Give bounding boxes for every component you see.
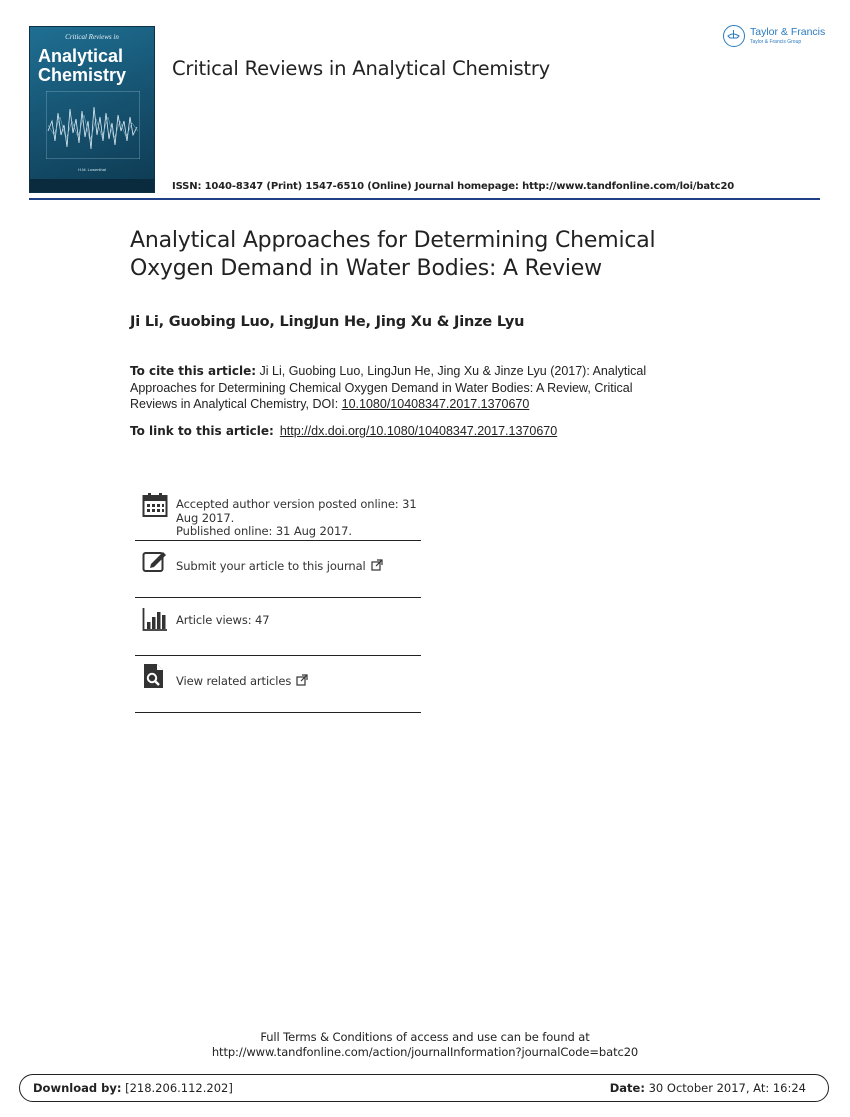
- journal-cover-image: [29, 26, 155, 193]
- citation-doi-link[interactable]: 10.1080/10408347.2017.1370670: [341, 397, 530, 411]
- edit-icon: [142, 548, 168, 574]
- submit-article-row[interactable]: [135, 545, 421, 599]
- related-articles-row[interactable]: [135, 660, 421, 716]
- bar-chart-icon: [142, 606, 168, 632]
- publisher-name: Taylor & Francis: [750, 26, 826, 38]
- article-title: [130, 227, 770, 283]
- publisher-logo[interactable]: [723, 25, 828, 51]
- external-link-icon: [296, 674, 308, 686]
- article-views-text: Article views: 47: [176, 613, 270, 627]
- download-by-label: Download by:: [33, 1081, 122, 1095]
- cover-top-text: Critical Reviews in: [65, 33, 119, 41]
- download-by: [33, 1081, 233, 1095]
- external-link-icon: [371, 559, 383, 571]
- terms-notice: [0, 1030, 850, 1060]
- submit-article-label: Submit your article to this journal: [176, 559, 366, 573]
- accepted-date-line2: Aug 2017.: [176, 510, 235, 525]
- row-divider: [135, 655, 421, 656]
- article-link-url[interactable]: http://dx.doi.org/10.1080/10408347.2017.1370670: [279, 424, 558, 438]
- issn-homepage-line[interactable]: ISSN: 1040-8347 (Print) 1547-6510 (Online) Journal homepage: http://www.tandfonline.com/loi/batc20: [172, 181, 735, 192]
- calendar-icon: [142, 492, 168, 518]
- document-search-icon: [142, 663, 168, 689]
- cover-spectrum-graphic: [46, 91, 140, 159]
- submit-article-link[interactable]: [176, 559, 383, 574]
- article-link-label: To link to this article:: [130, 424, 274, 438]
- citation-line2: Approaches for Determining Chemical Oxygen Demand in Water Bodies: A Review, Critical: [130, 380, 633, 395]
- header-divider: [29, 198, 820, 200]
- cover-footer-strip: [30, 179, 154, 192]
- citation-label: To cite this article:: [130, 364, 257, 378]
- publisher-logo-icon: [723, 25, 745, 47]
- row-divider: [135, 540, 421, 541]
- citation-line1: Ji Li, Guobing Luo, LingJun He, Jing Xu & Jinze Lyu (2017): Analytical: [256, 364, 647, 378]
- article-link-block: [130, 424, 557, 438]
- download-date-label: Date:: [609, 1081, 645, 1095]
- publisher-group: Taylor & Francis Group: [750, 39, 802, 45]
- article-title-line1: Analytical Approaches for Determining Chemical: [130, 228, 656, 253]
- accepted-date-line1: Accepted author version posted online: 31: [176, 497, 417, 511]
- citation-block: [130, 363, 730, 413]
- article-views-row: [135, 600, 421, 658]
- published-date: Published online: 31 Aug 2017.: [176, 524, 352, 538]
- cover-title-line1: Analytical: [38, 46, 124, 66]
- download-info-bar: [19, 1074, 829, 1102]
- citation-line3: Reviews in Analytical Chemistry, DOI:: [130, 397, 342, 411]
- publication-dates-row: [135, 490, 421, 542]
- cover-title: [38, 47, 126, 85]
- download-date-value: 30 October 2017, At: 16:24: [644, 1081, 806, 1095]
- download-date: [610, 1081, 806, 1095]
- terms-line1: Full Terms & Conditions of access and use can be found at: [260, 1030, 590, 1044]
- cover-editor: H.M. Lowenthal: [78, 167, 106, 172]
- terms-url[interactable]: http://www.tandfonline.com/action/journalInformation?journalCode=batc20: [211, 1045, 639, 1059]
- cover-title-line2: Chemistry: [38, 65, 127, 85]
- download-ip: [218.206.112.202]: [121, 1081, 233, 1095]
- related-articles-link[interactable]: [176, 674, 308, 689]
- journal-title[interactable]: Critical Reviews in Analytical Chemistry: [172, 57, 551, 80]
- article-authors: Ji Li, Guobing Luo, LingJun He, Jing Xu & Jinze Lyu: [130, 314, 525, 330]
- article-title-line2: Oxygen Demand in Water Bodies: A Review: [130, 256, 602, 281]
- row-divider: [135, 597, 421, 598]
- row-divider: [135, 712, 421, 713]
- publication-dates-text: [176, 498, 417, 539]
- related-articles-label: View related articles: [176, 674, 292, 688]
